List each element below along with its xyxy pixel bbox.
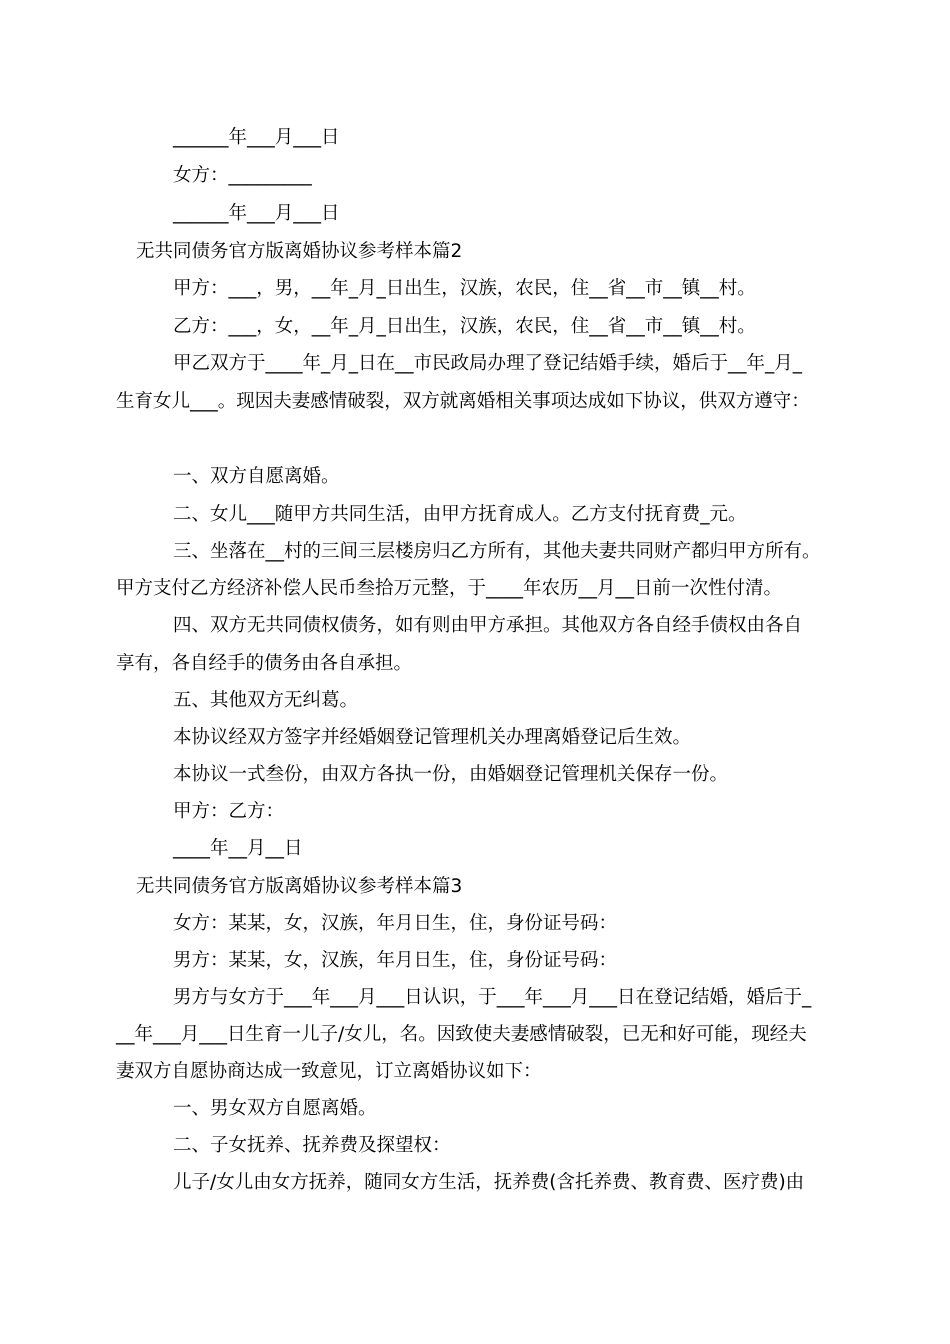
paragraph-line: 甲方支付乙方经济补偿人民币叁拾万元整，于____年农历__月__日前一次性付清。 — [116, 578, 783, 599]
female-party-line: 女方：某某，女，汉族，年月日生，住，身份证号码： — [173, 913, 618, 934]
paragraph-line: 甲乙双方于____年_月_日在__市民政局办理了登记结婚手续，婚后于__年_月_ — [173, 353, 803, 374]
female-party-line: 女方：_________ — [173, 165, 312, 186]
paragraph-line: 男方与女方于___年___月___日认识，于___年___月___日在登记结婚，婚后于_ — [173, 987, 812, 1008]
paragraph-line: 妻双方自愿协商达成一致意见，订立离婚协议如下： — [116, 1061, 542, 1082]
clause-line: 二、子女抚养、抚养费及探望权： — [173, 1135, 451, 1156]
date-line: ____年__月__日 — [173, 838, 303, 859]
section-heading: 无共同债务官方版离婚协议参考样本篇3 — [136, 876, 463, 897]
paragraph-line: 本协议一式叁份，由双方各执一份，由婚姻登记管理机关保存一份。 — [173, 764, 729, 785]
date-line: ______年___月___日 — [173, 127, 340, 148]
male-party-line: 男方：某某，女，汉族，年月日生，住，身份证号码： — [173, 950, 618, 971]
clause-line: 一、双方自愿离婚。 — [173, 466, 340, 487]
party-a-line: 甲方：___，男，__年_月_日出生，汉族，农民，住__省__市__镇__村。 — [173, 278, 756, 299]
signature-line: 甲方：乙方： — [173, 801, 285, 822]
clause-line: 三、坐落在__村的三间三层楼房归乙方所有，其他夫妻共同财产都归甲方所有。 — [173, 541, 821, 562]
clause-line: 一、男女双方自愿离婚。 — [173, 1098, 377, 1119]
paragraph-line: 享有，各自经手的债务由各自承担。 — [116, 653, 413, 674]
date-line: ______年___月___日 — [173, 203, 340, 224]
paragraph-line: __年___月___日生育一儿子/女儿，名。因致使夫妻感情破裂，已无和好可能，现经夫 — [116, 1024, 807, 1045]
clause-line: 二、女儿___随甲方共同生活，由甲方抚育成人。乙方支付抚育费_元。 — [173, 504, 747, 525]
clause-line: 四、双方无共同债权债务，如有则由甲方承担。其他双方各自经手债权由各自 — [173, 615, 803, 636]
paragraph-line: 儿子/女儿由女方抚养，随同女方生活，抚养费(含托养费、教育费、医疗费)由 — [173, 1172, 805, 1193]
paragraph-line: 生育女儿___。现因夫妻感情破裂，双方就离婚相关事项达成如下协议，供双方遵守： — [116, 391, 810, 412]
section-heading: 无共同债务官方版离婚协议参考样本篇2 — [136, 241, 463, 262]
paragraph-line: 本协议经双方签字并经婚姻登记管理机关办理离婚登记后生效。 — [173, 727, 692, 748]
party-b-line: 乙方：___，女，__年_月_日出生，汉族，农民，住__省__市__镇__村。 — [173, 316, 756, 337]
clause-line: 五、其他双方无纠葛。 — [173, 690, 359, 711]
